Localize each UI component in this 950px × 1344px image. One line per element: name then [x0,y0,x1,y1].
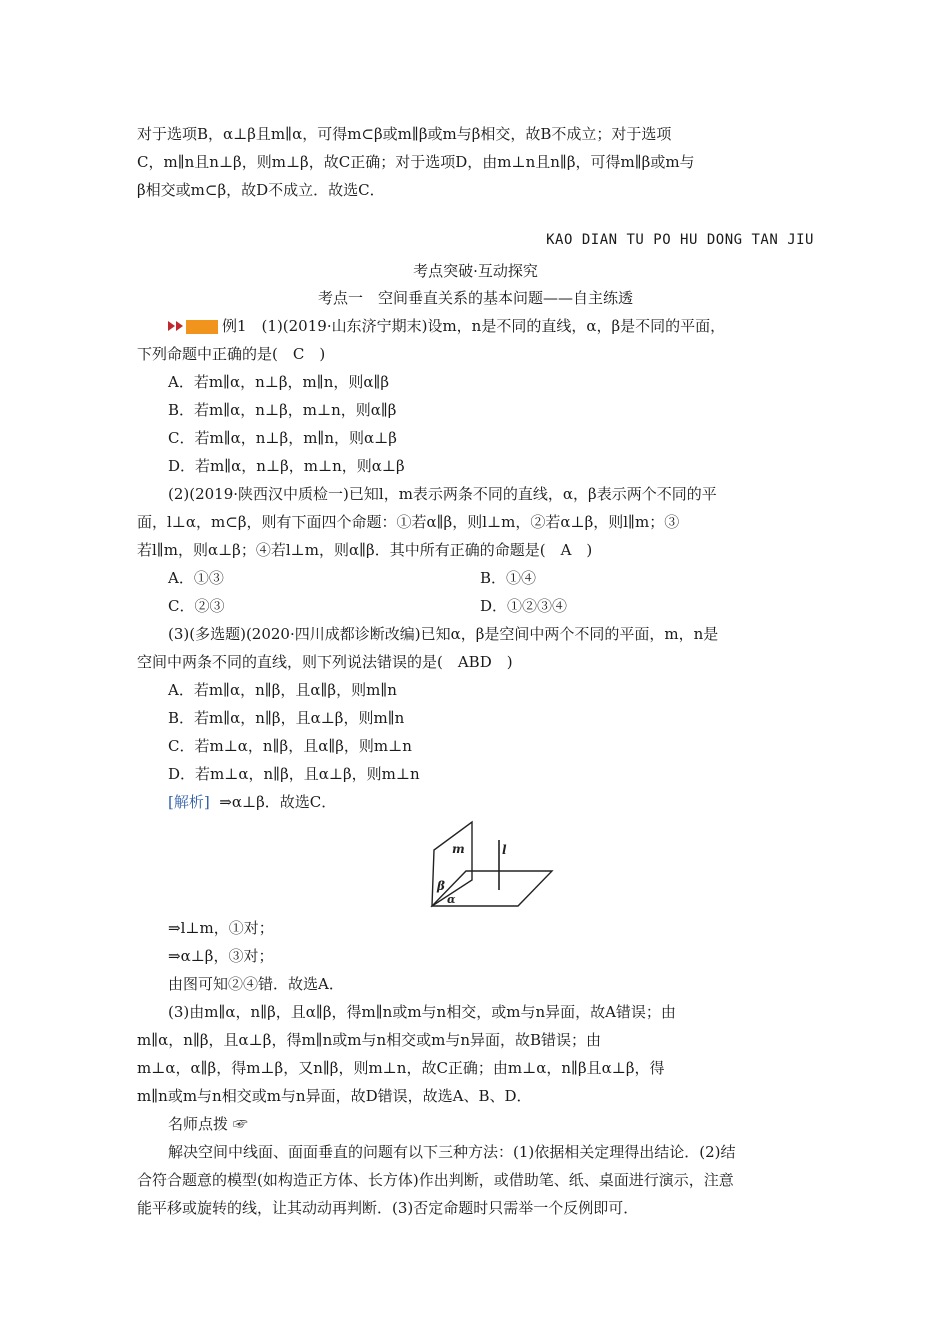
example-question-3: (3)(多选题)(2020·四川成都诊断改编)已知α，β是空间中两个不同的平面，m，n是 [168,625,719,643]
option-b: B．①④ [480,569,537,587]
option-c: C．②③ [168,597,225,615]
tips-title: 名师点拨 ☞ [168,1115,248,1133]
text-line: 下列命题中正确的是( C ) [137,345,326,363]
option-a: A．①③ [168,569,224,587]
option-a: A．若m∥α，n∥β，且α∥β，则m∥n [168,681,397,699]
example-question-1: 例1 (1)(2019·山东济宁期末)设m，n是不同的直线，α，β是不同的平面， [222,317,726,335]
solution-line: m⊥α，α∥β，得m⊥β，又n∥β，则m⊥n，故C正确；由m⊥α，n∥β且α⊥β，得 [137,1059,665,1077]
option-d: D．若m∥α，n⊥β，m⊥n，则α⊥β [168,457,405,475]
tips-line: 合符合题意的模型(如构造正方体、长方体)作出判断，或借助笔、纸、桌面进行演示，注意 [137,1171,734,1189]
example-tag [186,320,218,334]
solution-line: 由图可知②④错．故选A． [168,975,344,993]
section-title: 考点突破·互动探究 [413,262,538,280]
tips-line: 能平移或旋转的线，让其动动再判断．(3)否定命题时只需举一个反例即可． [137,1199,639,1217]
solution-line: (3)由m∥α，n∥β，且α∥β，得m∥n或m与n相交，或m与n异面，故A错误；由 [168,1003,676,1021]
text-line: 对于选项B，α⊥β且m∥α，可得m⊂β或m∥β或m与β相交，故B不成立；对于选项 [137,125,672,143]
text-line: 面，l⊥α，m⊂β，则有下面四个命题：①若α∥β，则l⊥m，②若α⊥β，则l∥m；③ [137,513,680,531]
text-line: C，m∥n且n⊥β，则m⊥β，故C正确；对于选项D，由m⊥n且n∥β，可得m∥β或m与 [137,153,695,171]
option-d: D．①②③④ [480,597,568,615]
section-subtitle: 考点一 空间垂直关系的基本问题——自主练透 [317,289,633,307]
solution-text: ⇒α⊥β．故选C． [219,793,337,811]
solution-line: ⇒α⊥β，③对； [168,947,274,965]
label-m: m [452,842,465,856]
example-question-2: (2)(2019·陕西汉中质检一)已知l，m表示两条不同的直线，α，β表示两个不同的平 [168,485,717,503]
option-b: B．若m∥α，n⊥β，m⊥n，则α∥β [168,401,397,419]
solution-line: ⇒l⊥m，①对； [168,919,274,937]
solution-line: m∥α，n∥β，且α⊥β，得m∥n或m与n相交或m与n异面，故B错误；由 [137,1031,602,1049]
double-arrow-icon [168,317,186,337]
option-c: C．若m⊥α，n∥β，且α∥β，则m⊥n [168,737,412,755]
label-beta: β [437,879,445,893]
section-pinyin: KAO DIAN TU PO HU DONG TAN JIU [546,232,814,248]
label-alpha: α [447,893,456,906]
text-line: β相交或m⊂β，故D不成立．故选C． [137,181,385,199]
text-line: 空间中两条不同的直线，则下列说法错误的是( ABD ) [137,653,513,671]
label-l: l [502,843,507,857]
solution-line: m∥n或m与n相交或m与n异面，故D错误，故选A、B、D． [137,1087,532,1105]
example-heading [168,316,725,337]
tips-line: 解决空间中线面、面面垂直的问题有以下三种方法：(1)依据相关定理得出结论．(2)结 [168,1143,736,1161]
option-c: C．若m∥α，n⊥β，m∥n，则α⊥β [168,429,397,447]
text-line: 若l∥m，则α⊥β；④若l⊥m，则α∥β．其中所有正确的命题是( A ) [137,541,593,559]
solution-label: [解析] [168,793,210,811]
option-a: A．若m∥α，n⊥β，m∥n，则α∥β [168,373,390,391]
solution-line [168,792,336,812]
option-b: B．若m∥α，n∥β，且α⊥β，则m∥n [168,709,405,727]
option-d: D．若m⊥α，n∥β，且α⊥β，则m⊥n [168,765,420,783]
planes-figure [428,820,558,912]
